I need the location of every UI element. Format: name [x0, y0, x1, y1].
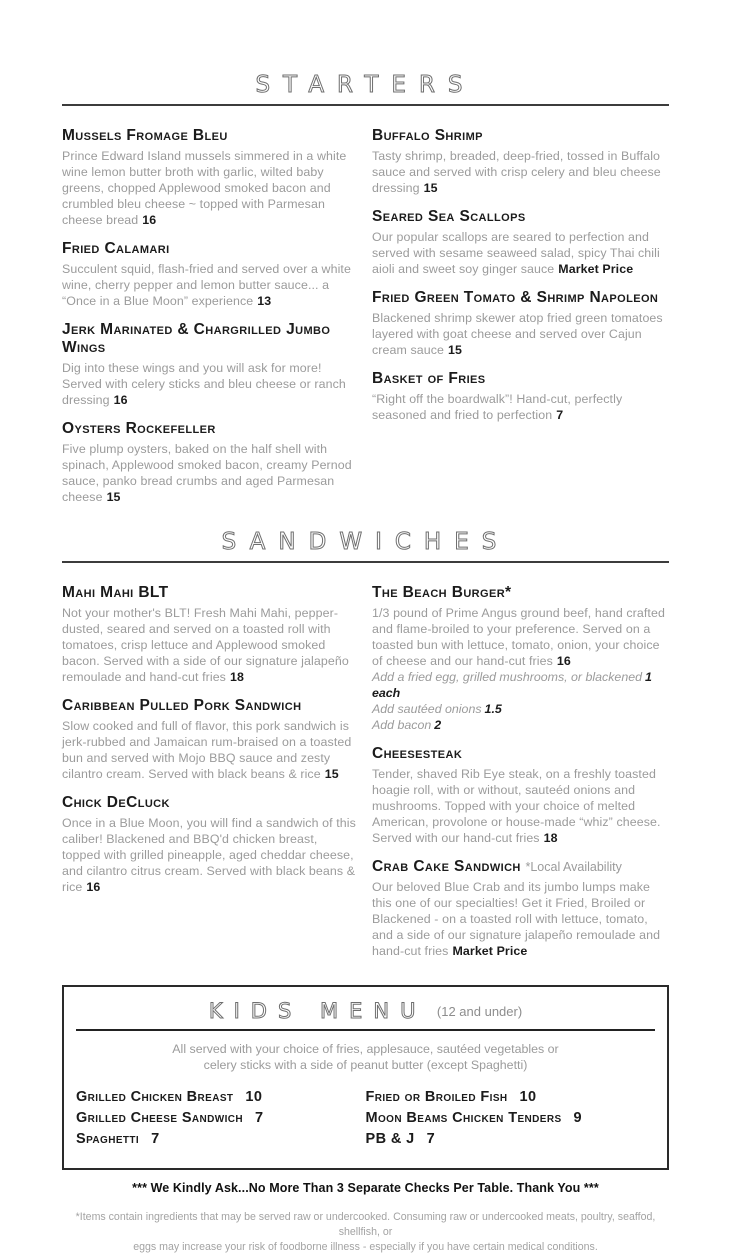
- menu-item-fried-calamari: [62, 240, 359, 309]
- item-name: Chick DeCluck: [62, 794, 170, 811]
- item-price: 18: [543, 831, 558, 845]
- menu-item-buffalo-shrimp: [372, 127, 669, 196]
- item-name: Caribbean Pulled Pork Sandwich: [62, 697, 302, 714]
- raw-food-disclaimer: [62, 1210, 669, 1255]
- kids-item-name: Spaghetti: [76, 1131, 140, 1147]
- item-desc-text: Tasty shrimp, breaded, deep-fried, tossed in Buffalo sauce and served with crisp celery and bleu cheese dressing: [372, 149, 661, 195]
- menu-item-oysters-rockefeller: [62, 420, 359, 505]
- item-addon-price: 1.5: [484, 702, 502, 716]
- item-addon-text: Add sautéed onions: [372, 702, 482, 716]
- menu-item-seared-sea-scallops: [372, 208, 669, 277]
- item-price: 16: [142, 213, 157, 227]
- menu-item-mussels-fromage-bleu: [62, 127, 359, 228]
- item-price: 16: [113, 393, 128, 407]
- item-desc-text: Dig into these wings and you will ask for more! Served with celery sticks and bleu cheese or ranch dressing: [62, 361, 346, 407]
- kids-item-grilled-chicken-breast: [76, 1087, 366, 1108]
- item-description: [62, 441, 359, 505]
- kids-item-spaghetti: [76, 1129, 366, 1150]
- kids-menu-title-rule: [76, 1029, 655, 1031]
- kids-menu-note: [74, 1041, 657, 1073]
- item-addon-text: Add bacon: [372, 718, 432, 732]
- item-addon-price: 1 each: [372, 670, 652, 700]
- raw-food-disclaimer-line2: eggs may increase your risk of foodborne illness - especially if you have certain medical conditions.: [133, 1241, 598, 1253]
- item-price: Market Price: [558, 262, 634, 276]
- kids-menu-box: [62, 985, 669, 1170]
- item-desc-text: Once in a Blue Moon, you will find a sandwich of this caliber! Blackened and BBQ'd chicken breast, topped with grilled pineapple, aged cheddar cheese, and cilantro citrus cream. Served with black beans & rice: [62, 816, 356, 894]
- kids-item-name: Grilled Cheese Sandwich: [76, 1110, 244, 1126]
- item-description: [372, 605, 669, 669]
- kids-menu-note-line1: All served with your choice of fries, applesauce, sautéed vegetables or: [172, 1042, 559, 1056]
- kids-menu-right-column: [366, 1087, 656, 1150]
- item-price: 15: [448, 343, 463, 357]
- kids-menu-subtitle: (12 and under): [436, 1003, 523, 1019]
- item-price: 16: [556, 654, 571, 668]
- kids-menu-columns: [74, 1087, 657, 1150]
- item-name-note: *Local Availability: [525, 860, 622, 874]
- menu-item-caribbean-pulled-pork: [62, 697, 359, 782]
- item-desc-text: Slow cooked and full of flavor, this pork sandwich is jerk-rubbed and Jamaican rum-braised on a toasted bun and served with Mojo BBQ sauce and zesty cilantro cream. Served with black beans & rice: [62, 719, 352, 781]
- starters-right-column: [372, 127, 669, 517]
- menu-item-chick-decluck: [62, 794, 359, 895]
- item-price: Market Price: [452, 944, 528, 958]
- item-name: Mussels Fromage Bleu: [62, 127, 228, 144]
- kids-item-name: Fried or Broiled Fish: [365, 1089, 508, 1105]
- separate-checks-notice: *** We Kindly Ask...No More Than 3 Separate Checks Per Table. Thank You ***: [132, 1181, 599, 1195]
- item-price: 13: [257, 294, 272, 308]
- item-description: [62, 261, 359, 309]
- item-description: [62, 360, 359, 408]
- item-description: [372, 229, 669, 277]
- menu-item-fried-green-tomato-napoleon: [372, 289, 669, 358]
- item-desc-text: Prince Edward Island mussels simmered in a white wine lemon butter broth with garlic, wilted baby greens, chopped Applewood smoked bacon and crumbled bleu cheese ~ topped with Parmesan cheese bread: [62, 149, 347, 227]
- item-price: 15: [324, 767, 339, 781]
- kids-menu-title: KIDS MENU: [208, 999, 427, 1023]
- kids-menu-title-row: [74, 999, 657, 1023]
- kids-item-price: 7: [151, 1131, 160, 1147]
- kids-item-price: 10: [245, 1089, 263, 1105]
- kids-item-name: Grilled Chicken Breast: [76, 1089, 234, 1105]
- item-price: 7: [556, 408, 564, 422]
- item-name-text: Crab Cake Sandwich: [372, 858, 521, 875]
- kids-menu-note-line2: celery sticks with a side of peanut butter (except Spaghetti): [203, 1058, 528, 1072]
- item-name: Mahi Mahi BLT: [62, 584, 169, 601]
- kids-item-grilled-cheese-sandwich: [76, 1108, 366, 1129]
- sandwiches-left-column: [62, 584, 359, 971]
- item-price: 15: [106, 490, 121, 504]
- item-addon: [372, 669, 669, 701]
- item-description: [372, 879, 669, 959]
- sandwiches-section-title: SANDWICHES: [221, 529, 510, 555]
- item-addon: [372, 717, 669, 733]
- item-name: Jerk Marinated & Chargrilled Jumbo Wings: [62, 321, 331, 356]
- kids-item-price: 9: [573, 1110, 583, 1126]
- menu-item-crab-cake-sandwich: [372, 858, 669, 959]
- item-description: [372, 766, 669, 846]
- item-name: Fried Calamari: [62, 240, 170, 257]
- kids-item-fried-or-broiled-fish: [366, 1087, 656, 1108]
- kids-item-moon-beams-chicken-tenders: [366, 1108, 656, 1129]
- item-description: [62, 815, 359, 895]
- starters-columns: [62, 127, 669, 517]
- item-price: 15: [423, 181, 438, 195]
- kids-item-price: 7: [426, 1131, 436, 1147]
- raw-food-disclaimer-line1: *Items contain ingredients that may be served raw or undercooked. Consuming raw or undercooked meats, poultry, seaffod, shellfish, or: [75, 1211, 656, 1238]
- item-description: [62, 148, 359, 228]
- item-name: [372, 858, 669, 876]
- kids-item-price: 7: [255, 1110, 264, 1126]
- kids-item-name: Moon Beams Chicken Tenders: [365, 1110, 562, 1126]
- item-desc-text: Our popular scallops are seared to perfection and served with sesame seaweed salad, spicy Thai chili aioli and sweet soy ginger sauce: [372, 230, 660, 276]
- kids-item-price: 10: [519, 1089, 537, 1105]
- item-desc-text: Not your mother's BLT! Fresh Mahi Mahi, pepper-dusted, seared and served on a toasted roll with tomatoes, crisp lettuce and Applewood smoked bacon. Served with a side of our signature jalapeño remoulade and hand-cut fries: [62, 606, 349, 684]
- item-desc-text: Five plump oysters, baked on the half shell with spinach, Applewood smoked bacon, creamy Pernod sauce, panko bread crumbs and aged Parmesan cheese: [62, 442, 352, 504]
- section-starters: [62, 72, 669, 517]
- item-description: [62, 718, 359, 782]
- item-name: Oysters Rockefeller: [62, 420, 216, 437]
- item-price: 16: [86, 880, 101, 894]
- menu-item-basket-of-fries: [372, 370, 669, 423]
- item-price: 18: [229, 670, 244, 684]
- item-name: Seared Sea Scallops: [372, 208, 526, 225]
- starters-section-title: STARTERS: [255, 72, 476, 98]
- kids-item-name: PB & J: [365, 1131, 415, 1147]
- item-desc-text: “Right off the boardwalk”! Hand-cut, perfectly seasoned and fried to perfection: [372, 392, 623, 422]
- kids-item-pb-and-j: [366, 1129, 656, 1150]
- menu-item-cheesesteak: [372, 745, 669, 846]
- menu-item-jerk-jumbo-wings: [62, 321, 359, 408]
- item-name: The Beach Burger*: [372, 584, 512, 601]
- item-description: [372, 148, 669, 196]
- item-description: [62, 605, 359, 685]
- item-desc-text: Succulent squid, flash-fried and served over a white wine, cherry pepper and lemon butter sauce... a “Once in a Blue Moon” experience: [62, 262, 351, 308]
- menu-item-mahi-mahi-blt: [62, 584, 359, 685]
- kids-menu-left-column: [76, 1087, 366, 1150]
- item-name: Basket of Fries: [372, 370, 486, 387]
- item-name: Cheesesteak: [372, 745, 463, 762]
- item-addon: [372, 701, 669, 717]
- menu-item-beach-burger: [372, 584, 669, 733]
- starters-left-column: [62, 127, 359, 517]
- item-description: [372, 310, 669, 358]
- item-desc-text: Our beloved Blue Crab and its jumbo lumps make this one of our specialties! Get it Fried, Broiled or Blackened - on a toasted roll with lettuce, tomato, and a side of our signature jalapeño remoulade and hand-cut fries: [372, 880, 661, 958]
- item-name: Fried Green Tomato & Shrimp Napoleon: [372, 289, 659, 306]
- sandwiches-columns: [62, 584, 669, 971]
- sandwiches-title-rule: [62, 561, 669, 563]
- sandwiches-right-column: [372, 584, 669, 971]
- item-addon-price: 2: [434, 718, 442, 732]
- item-desc-text: 1/3 pound of Prime Angus ground beef, hand crafted and flame-broiled to your preference. Served on a toasted bun with lettuce, tomato, onion, your choice of cheese and our hand-cut fries: [372, 606, 665, 668]
- item-name: Buffalo Shrimp: [372, 127, 483, 144]
- item-desc-text: Blackened shrimp skewer atop fried green tomatoes layered with goat cheese and served over Cajun cream sauce: [372, 311, 663, 357]
- item-desc-text: Tender, shaved Rib Eye steak, on a freshly toasted hoagie roll, with or without, sauteéd onions and mushrooms. Topped with your choice of melted American, provolone or house-made “whiz” cheese. Served with our hand-cut fries: [372, 767, 661, 845]
- item-description: [372, 391, 669, 423]
- starters-title-rule: [62, 104, 669, 106]
- section-sandwiches: [62, 529, 669, 971]
- item-addon-text: Add a fried egg, grilled mushrooms, or blackened: [372, 670, 642, 684]
